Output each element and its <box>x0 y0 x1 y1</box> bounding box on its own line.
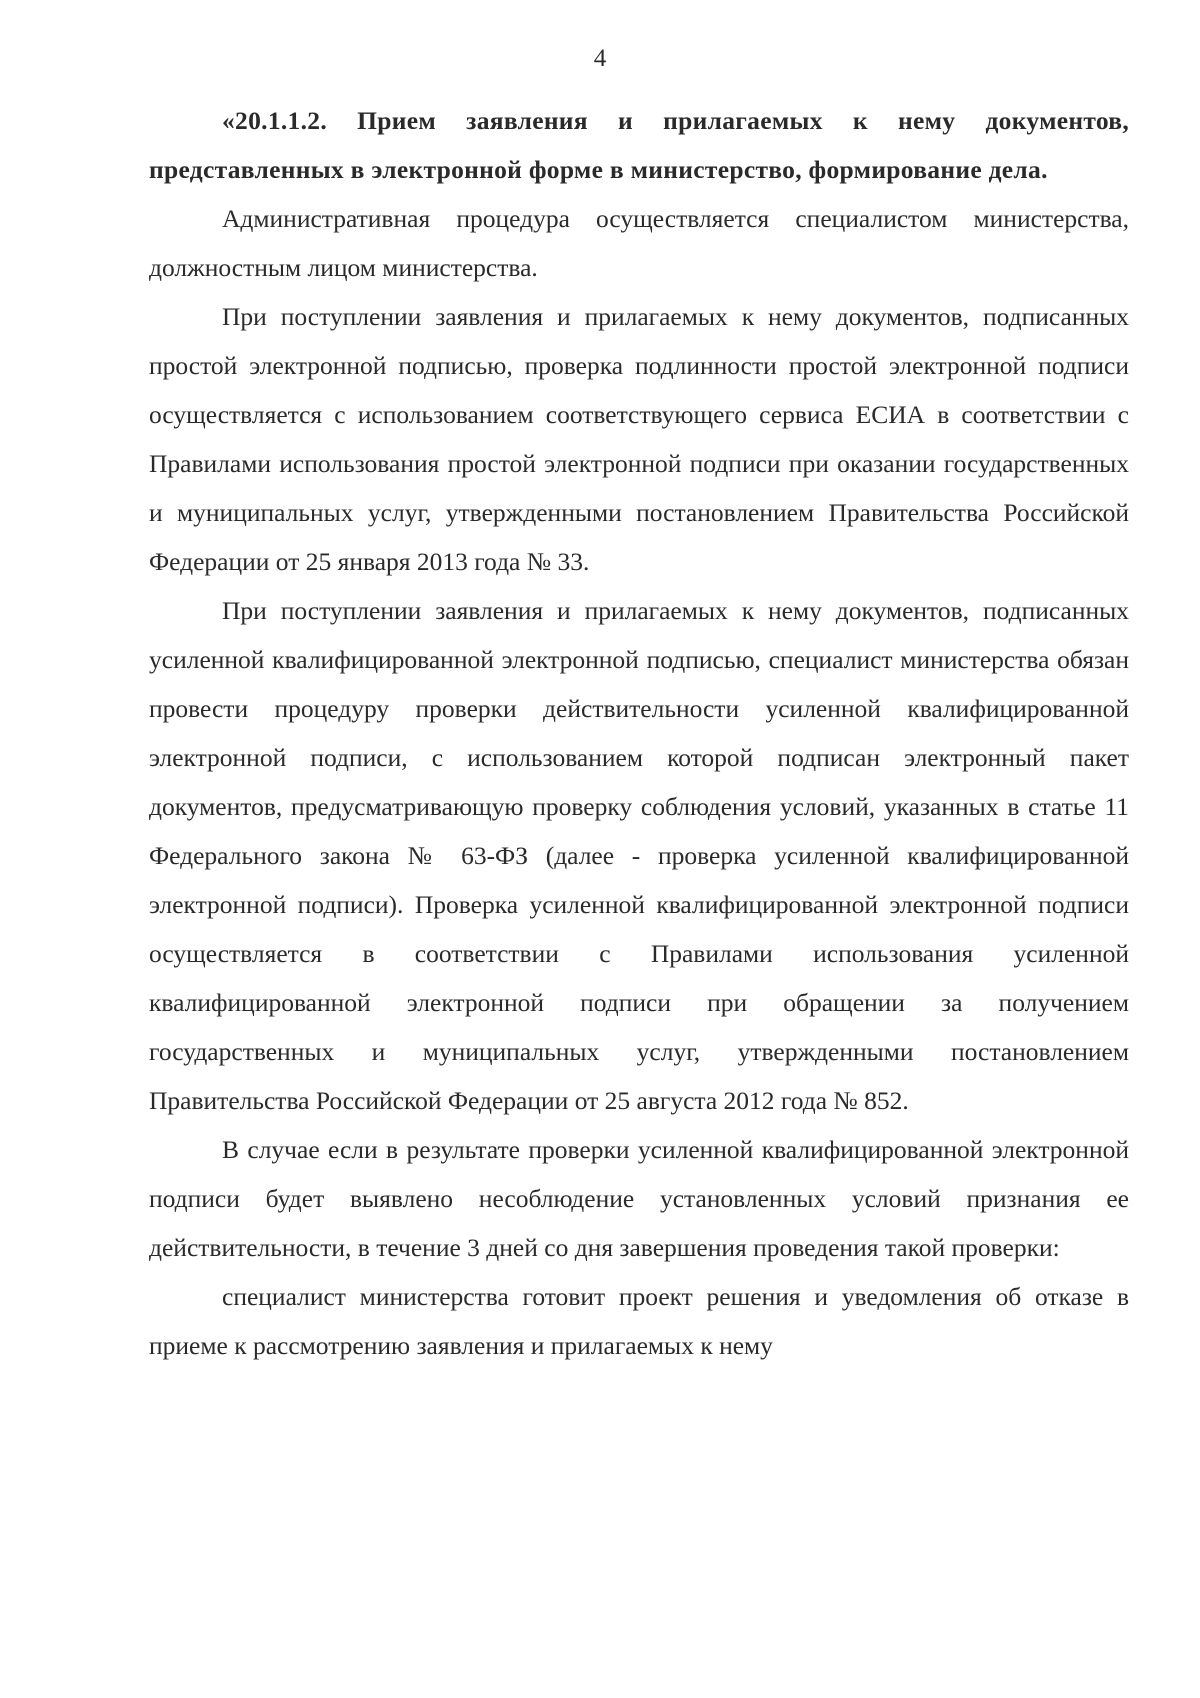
paragraph-qualified-signature: При поступлении заявления и прилагаемых к нему документов, подписанных усиленной квалифицированной электронной подписью, специалист министерства обязан провести процедуру проверки действительности усиленной квалифицированной электронной подписи, с использованием которой подписан электронный пакет документов, предусматривающую проверку соблюдения условий, указанных в статье 11 Федерального закона № 63-ФЗ (далее - проверка усиленной квалифицированной электронной подписи). Проверка усиленной квалифицированной электронной подписи осуществляется в соответствии с Правилами использования усиленной квалифицированной электронной подписи при обращении за получением государственных и муниципальных услуг, утвержденными постановлением Правительства Российской Федерации от 25 августа 2012 года № 852. <box>149 596 1129 1115</box>
paragraph-procedure-performer: Административная процедура осуществляется специалистом министерства, должностным лицом министерства. <box>149 204 1129 282</box>
document-body <box>149 96 1129 1370</box>
paragraph-refusal-draft: специалист министерства готовит проект решения и уведомления об отказе в приеме к рассмотрению заявления и прилагаемых к нему <box>149 1282 1129 1360</box>
section-heading: «20.1.1.2. Прием заявления и прилагаемых к нему документов, представленных в электронной форме в министерство, формирование дела. <box>149 106 1129 184</box>
paragraph-verification-failure: В случае если в результате проверки усиленной квалифицированной электронной подписи будет выявлено несоблюдение установленных условий признания ее действительности, в течение 3 дней со дня завершения проведения такой проверки: <box>149 1135 1129 1262</box>
paragraph-simple-signature: При поступлении заявления и прилагаемых к нему документов, подписанных простой электронной подписью, проверка подлинности простой электронной подписи осуществляется с использованием соответствующего сервиса ЕСИА в соответствии с Правилами использования простой электронной подписи при оказании государственных и муниципальных услуг, утвержденными постановлением Правительства Российской Федерации от 25 января 2013 года № 33. <box>149 302 1129 576</box>
page-number: 4 <box>593 45 607 72</box>
